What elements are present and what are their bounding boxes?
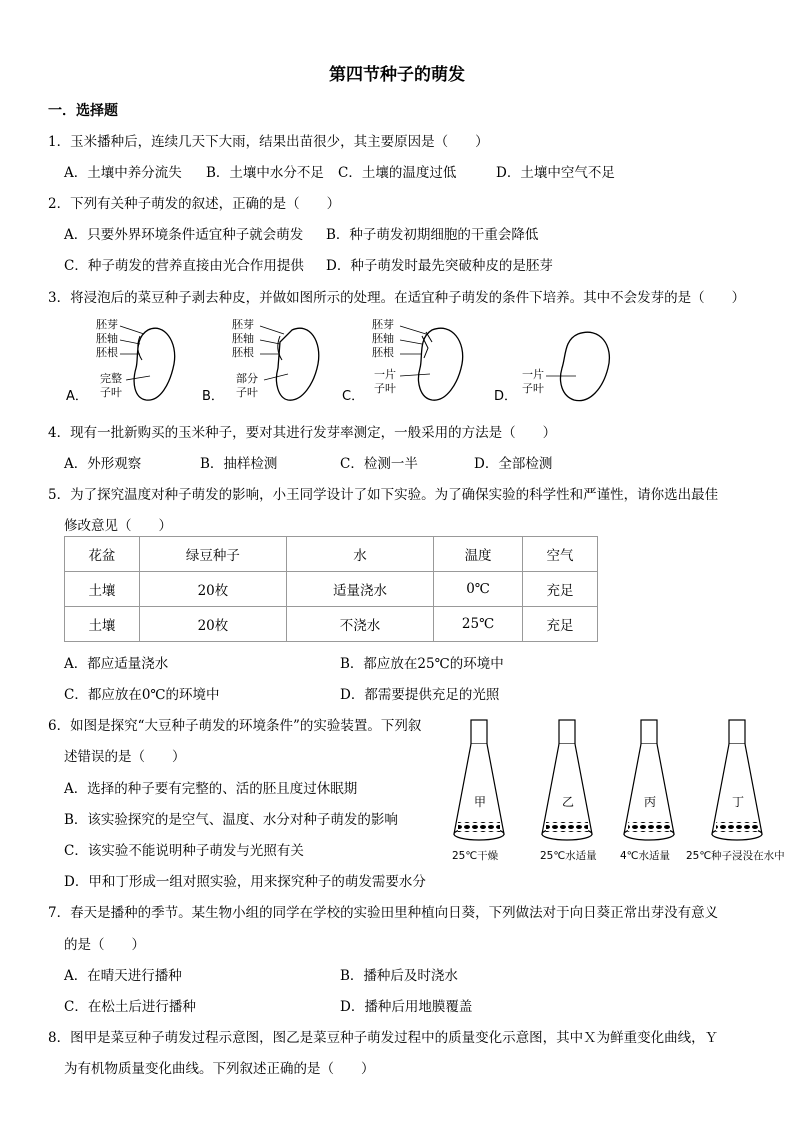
flask-bing xyxy=(620,720,674,862)
q7-option-d: D．播种后用地膜覆盖 xyxy=(340,999,473,1015)
flask-jia xyxy=(452,720,504,862)
table-header: 绿豆种子 xyxy=(139,537,286,572)
q2-option-d: D．种子萌发时最先突破种皮的是胚芽 xyxy=(326,258,553,274)
table-cell: 土壤 xyxy=(65,607,140,642)
flask-name-yi: 乙 xyxy=(562,795,575,809)
q4-option-a: A．外形观察 xyxy=(64,456,142,472)
q2-option-b: B．种子萌发初期细胞的干重会降低 xyxy=(326,227,539,243)
q6-option-d: D．甲和丁形成一组对照实验，用来探究种子的萌发需要水分 xyxy=(64,874,426,890)
label-ziye-d: 子叶 xyxy=(522,382,544,395)
label-peizhou-b: 胚轴 xyxy=(232,332,254,345)
flask-yi xyxy=(540,720,597,862)
q1-option-d: D．土壤中空气不足 xyxy=(496,165,615,181)
page-title: 第四节种子的萌发 xyxy=(329,65,465,85)
q6-option-a: A．选择的种子要有完整的、活的胚且度过休眠期 xyxy=(64,781,358,797)
q4-stem: 4．现有一批新购买的玉米种子，要对其进行发芽率测定，一般采用的方法是（ ） xyxy=(48,425,557,441)
table-cell: 25℃ xyxy=(434,607,523,642)
q2-option-c: C．种子萌发的营养直接由光合作用提供 xyxy=(64,258,304,274)
q6-stem-cont: 述错误的是（ ） xyxy=(64,749,186,765)
label-ziye-b: 子叶 xyxy=(236,386,258,399)
q7-stem: 7．春天是播种的季节。某生物小组的同学在学校的实验田里种植向日葵，下列做法对于向日葵正常出芽没有意义 xyxy=(48,905,719,921)
seed-a-whole xyxy=(66,317,175,404)
label-yipian-d: 一片 xyxy=(522,368,544,381)
q6-flask-figure xyxy=(448,716,794,866)
q5-stem: 5．为了探究温度对种子萌发的影响，小王同学设计了如下实验。为了确保实验的科学性和严谨性，请你选出最佳 xyxy=(48,487,719,503)
q3-stem: 3．将浸泡后的菜豆种子剥去种皮，并做如图所示的处理。在适宜种子萌发的条件下培养。其中不会发芽的是（ ） xyxy=(48,290,746,306)
seed-c-one-cotyledon xyxy=(342,317,463,404)
q1-option-c: C．土壤的温度过低 xyxy=(338,165,457,181)
q5-stem-cont: 修改意见（ ） xyxy=(64,518,172,534)
label-peigen-c: 胚根 xyxy=(372,346,394,359)
q7-stem-cont: 的是（ ） xyxy=(64,937,145,953)
label-wanzheng: 完整 xyxy=(100,372,122,385)
q5-experiment-table xyxy=(64,536,598,642)
label-yipian-c: 一片 xyxy=(374,368,396,381)
table-cell: 20枚 xyxy=(139,607,286,642)
label-peigen-b: 胚根 xyxy=(232,346,254,359)
q4-option-d: D．全部检测 xyxy=(474,456,553,472)
q5-option-a: A．都应适量浇水 xyxy=(64,656,169,672)
q6-stem: 6．如图是探究“大豆种子萌发的环境条件”的实验装置。下列叙 xyxy=(48,718,422,734)
flask-name-bing: 丙 xyxy=(644,795,657,809)
table-header: 水 xyxy=(286,537,433,572)
label-peigen: 胚根 xyxy=(96,346,118,359)
table-header-row xyxy=(65,537,598,572)
label-peizhou: 胚轴 xyxy=(96,332,118,345)
table-cell: 适量浇水 xyxy=(286,572,433,607)
q5-option-d: D．都需要提供充足的光照 xyxy=(340,687,500,703)
q4-option-c: C．检测一半 xyxy=(340,456,418,472)
table-cell: 充足 xyxy=(523,607,598,642)
table-header: 温度 xyxy=(434,537,523,572)
table-cell: 不浇水 xyxy=(286,607,433,642)
q8-stem: 8．图甲是菜豆种子萌发过程示意图，图乙是菜豆种子萌发过程中的质量变化示意图，其中Ｘ为鲜重变化曲线，Ｙ xyxy=(48,1030,719,1046)
seed-b-partial xyxy=(202,317,319,404)
q7-option-b: B．播种后及时浇水 xyxy=(340,968,458,984)
label-peiya-c: 胚芽 xyxy=(372,318,394,331)
table-row xyxy=(65,607,598,642)
table-cell: 20枚 xyxy=(139,572,286,607)
label-ziye-a: 子叶 xyxy=(100,386,122,399)
q5-option-c: C．都应放在0℃的环境中 xyxy=(64,687,220,703)
q6-option-c: C．该实验不能说明种子萌发与光照有关 xyxy=(64,843,304,859)
q2-stem: 2．下列有关种子萌发的叙述，正确的是（ ） xyxy=(48,196,341,212)
q7-option-c: C．在松土后进行播种 xyxy=(64,999,196,1015)
flask-name-jia: 甲 xyxy=(474,795,487,809)
table-header: 花盆 xyxy=(65,537,140,572)
q7-option-a: A．在晴天进行播种 xyxy=(64,968,182,984)
flask-name-ding: 丁 xyxy=(732,795,745,809)
option-label-b: B． xyxy=(202,389,224,404)
q1-stem: 1．玉米播种后，连续几天下大雨，结果出苗很少，其主要原因是（ ） xyxy=(48,134,489,150)
table-header: 空气 xyxy=(523,537,598,572)
label-peizhou-c: 胚轴 xyxy=(372,332,394,345)
label-peiya: 胚芽 xyxy=(96,318,118,331)
label-ziye-c: 子叶 xyxy=(374,382,396,395)
flask-caption-jia: 25℃干燥 xyxy=(452,850,499,862)
option-label-d: D． xyxy=(494,389,518,404)
label-bufen: 部分 xyxy=(236,372,258,385)
option-label-c: C． xyxy=(342,389,365,404)
q2-option-a: A．只要外界环境条件适宜种子就会萌发 xyxy=(64,227,304,243)
flask-caption-bing: 4℃水适量 xyxy=(620,850,670,862)
q4-option-b: B．抽样检测 xyxy=(200,456,278,472)
q3-seed-figure xyxy=(60,312,620,412)
table-cell: 充足 xyxy=(523,572,598,607)
flask-ding xyxy=(686,720,785,862)
flask-caption-ding: 25℃种子浸没在水中 xyxy=(686,850,785,862)
q8-stem-cont: 为有机物质量变化曲线。下列叙述正确的是（ ） xyxy=(64,1061,375,1077)
q1-option-b: B．土壤中水分不足 xyxy=(206,165,324,181)
table-cell: 土壤 xyxy=(65,572,140,607)
option-label-a: A． xyxy=(66,389,88,404)
table-row xyxy=(65,572,598,607)
label-peiya-b: 胚芽 xyxy=(232,318,254,331)
section-heading: 一．选择题 xyxy=(48,103,118,119)
q1-option-a: A．土壤中养分流失 xyxy=(64,165,182,181)
q6-option-b: B．该实验探究的是空气、温度、水分对种子萌发的影响 xyxy=(64,812,398,828)
seed-d-cotyledon-only xyxy=(494,332,609,404)
flask-caption-yi: 25℃水适量 xyxy=(540,850,597,862)
q5-option-b: B．都应放在25℃的环境中 xyxy=(340,656,504,672)
table-cell: 0℃ xyxy=(434,572,523,607)
